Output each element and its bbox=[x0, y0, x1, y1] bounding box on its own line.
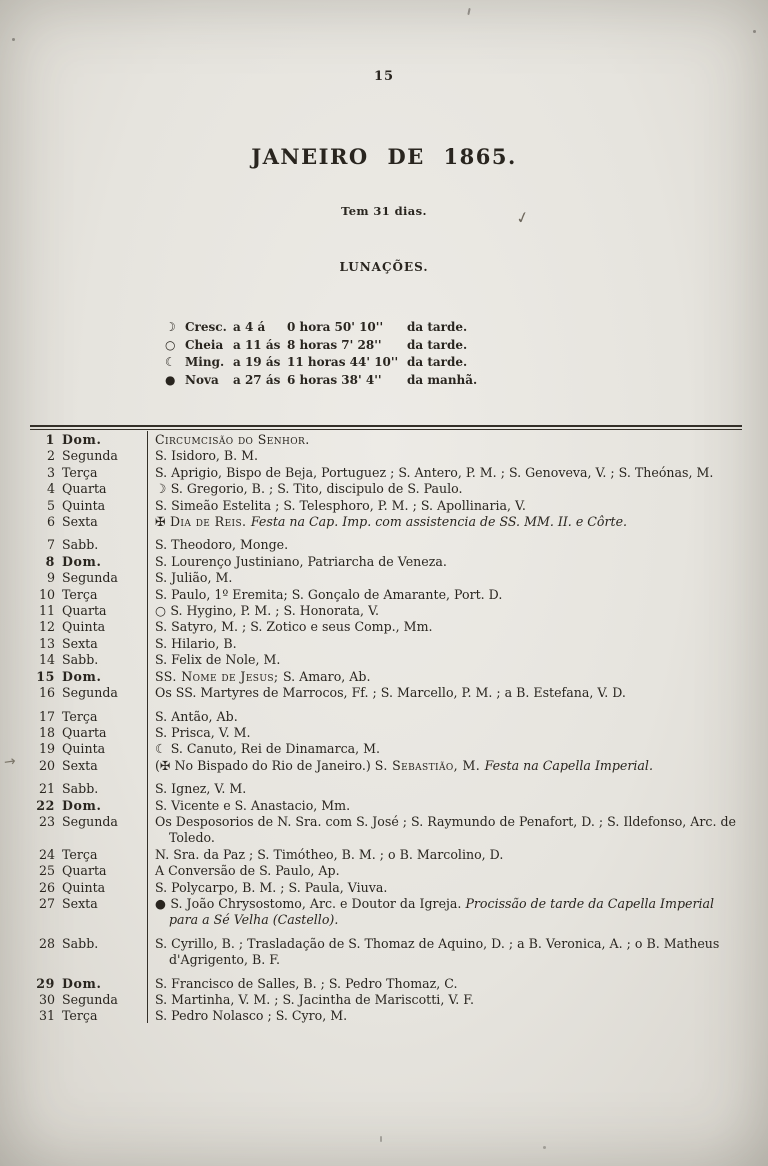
feast-text-segment: S. Theodoro, Monge. bbox=[155, 537, 289, 553]
weekday-label: Sexta bbox=[62, 757, 98, 773]
feast-entry bbox=[147, 992, 742, 1008]
table-vertical-rule bbox=[147, 431, 148, 1023]
feast-entry bbox=[147, 936, 742, 969]
calendar-row bbox=[30, 685, 742, 701]
calendar-row bbox=[30, 758, 742, 774]
feast-text-segment: S. Satyro, M. ; S. Zotico e seus Comp., Mm. bbox=[155, 619, 433, 635]
feast-entry bbox=[147, 465, 742, 481]
day-number: 6 bbox=[46, 514, 55, 530]
day-number: 11 bbox=[38, 603, 55, 619]
lunation-time: 8 horas 7' 28'' bbox=[287, 337, 382, 352]
feast-entry bbox=[147, 741, 742, 757]
moon-phase-icon: ● bbox=[165, 372, 176, 387]
weekday-label: Quinta bbox=[62, 879, 106, 895]
weekday-label: Segunda bbox=[62, 685, 118, 701]
lunation-day: a 19 ás bbox=[233, 355, 281, 369]
calendar-row bbox=[30, 603, 742, 619]
calendar-row bbox=[30, 936, 742, 969]
weekday-label: Terça bbox=[62, 1008, 98, 1024]
feast-entry bbox=[147, 880, 742, 896]
weekday-label: Sexta bbox=[62, 514, 98, 530]
feast-entry bbox=[147, 1008, 742, 1024]
feast-entry bbox=[147, 725, 742, 741]
day-number: 10 bbox=[38, 586, 55, 602]
calendar-row bbox=[30, 570, 742, 586]
feast-text-segment: S. Martinha, V. M. ; S. Jacintha de Mariscotti, V. F. bbox=[155, 992, 474, 1007]
lunation-day: a 4 á bbox=[233, 320, 266, 334]
moon-phase-icon: ○ bbox=[165, 337, 176, 352]
feast-text-segment: ☾ bbox=[155, 741, 171, 757]
feast-entry bbox=[147, 554, 742, 570]
feast-text-segment: SS. Nome de Jesus; bbox=[155, 668, 283, 684]
day-number: 2 bbox=[46, 448, 55, 464]
day-number: 3 bbox=[46, 464, 55, 480]
feast-text-segment: S. Hygino, P. M. ; S. Honorata, V. bbox=[170, 603, 379, 619]
feast-text-segment: S. Amaro, Ab. bbox=[282, 668, 371, 684]
feast-entry bbox=[147, 570, 742, 586]
lunation-period: da tarde. bbox=[407, 320, 468, 334]
weekday-label: Quinta bbox=[62, 497, 106, 513]
day-number: 8 bbox=[45, 553, 55, 569]
pencil-margin-mark: → bbox=[2, 753, 17, 771]
day-number: 18 bbox=[38, 724, 55, 740]
calendar-row bbox=[30, 976, 742, 992]
calendar-row bbox=[30, 498, 742, 514]
weekday-label: Sexta bbox=[62, 895, 98, 911]
feast-entry bbox=[147, 603, 742, 619]
calendar-row bbox=[30, 709, 742, 725]
day-number: 28 bbox=[38, 935, 55, 951]
day-number: 7 bbox=[46, 537, 55, 553]
weekday-label: Sexta bbox=[62, 635, 98, 651]
feast-text-segment: S. Gregorio, B. ; S. Tito, discipulo de S. Paulo. bbox=[170, 481, 463, 497]
feast-text-segment: S. João Chrysostomo, Arc. e Doutor da Igreja. bbox=[170, 895, 466, 911]
feast-text-segment: Os SS. Martyres de Marrocos, Ff. ; S. Marcello, P. M. ; a B. Estefana, V. D. bbox=[155, 685, 626, 701]
feast-entry bbox=[147, 652, 742, 668]
weekday-label: Segunda bbox=[62, 448, 118, 464]
day-number: 27 bbox=[38, 895, 55, 911]
day-number: 31 bbox=[38, 1008, 55, 1024]
feast-text-segment: S. Cyrillo, B. ; Trasladação de S. Thomaz de Aquino, D. ; a B. Veronica, A. ; o B. Matheus d'Agrigento, B. F. bbox=[155, 935, 720, 968]
lunation-phase-label: Cheia bbox=[185, 337, 224, 352]
page-number: 15 bbox=[373, 69, 395, 84]
feast-entry bbox=[147, 976, 742, 992]
weekday-label: Sabb. bbox=[62, 537, 99, 553]
lunation-phase-label: Cresc. bbox=[185, 320, 227, 334]
weekday-label: Quarta bbox=[62, 724, 107, 740]
day-number: 30 bbox=[38, 992, 55, 1007]
day-number: 20 bbox=[38, 757, 55, 773]
days-note: Tem 31 dias. bbox=[341, 204, 427, 218]
day-number: 1 bbox=[45, 432, 55, 447]
lunation-period: da tarde. bbox=[407, 355, 468, 369]
feast-entry bbox=[147, 481, 742, 497]
weekday-label: Quinta bbox=[62, 741, 106, 757]
feast-text-segment: S. Lourenço Justiniano, Patriarcha de Veneza. bbox=[155, 553, 447, 569]
day-number: 13 bbox=[38, 635, 55, 651]
lunation-time: 11 horas 44' 10'' bbox=[287, 355, 399, 369]
pencil-checkmark: ✓ bbox=[513, 206, 532, 229]
feast-entry bbox=[147, 685, 742, 701]
feast-text-segment: S. Hilario, B. bbox=[155, 635, 237, 651]
lunation-row bbox=[165, 319, 768, 337]
feast-text-segment: S. Antão, Ab. bbox=[155, 708, 238, 724]
feast-text-segment: N. Sra. da Paz ; S. Timótheo, B. M. ; o B. Marcolino, D. bbox=[155, 846, 504, 862]
day-number: 16 bbox=[38, 685, 55, 701]
calendar-row bbox=[30, 847, 742, 863]
feast-text-segment: S. Julião, M. bbox=[155, 570, 233, 586]
feast-text-segment: S. Prisca, V. M. bbox=[155, 724, 251, 740]
feast-text-segment: Procissão de tarde da Capella Imperial para a Sé Velha (Castello). bbox=[169, 895, 715, 928]
calendar-row bbox=[30, 798, 742, 814]
feast-text-segment: S. Paulo, 1º Eremita; S. Gonçalo de Amarante, Port. D. bbox=[155, 586, 503, 602]
day-number: 17 bbox=[38, 708, 55, 724]
lunation-row bbox=[165, 372, 768, 390]
scan-artifact bbox=[12, 38, 15, 41]
lunation-day: a 11 ás bbox=[233, 337, 281, 352]
moon-phase-icon: ☾ bbox=[165, 355, 176, 369]
weekday-label: Segunda bbox=[62, 570, 118, 586]
calendar-row bbox=[30, 619, 742, 635]
feast-entry bbox=[147, 758, 742, 774]
feast-entry bbox=[147, 709, 742, 725]
feast-text-segment: Festa na Capella Imperial. bbox=[484, 757, 653, 773]
weekday-label: Terça bbox=[62, 846, 98, 862]
lunation-day: a 27 ás bbox=[233, 372, 281, 387]
day-number: 9 bbox=[46, 570, 55, 586]
lunation-phase-label: Ming. bbox=[185, 355, 225, 369]
feast-text-segment: S. Francisco de Salles, B. ; S. Pedro Thomaz, C. bbox=[155, 975, 458, 991]
feast-text-segment: ● bbox=[155, 895, 171, 911]
calendar-row bbox=[30, 587, 742, 603]
day-number: 26 bbox=[38, 879, 55, 895]
feast-entry bbox=[147, 781, 742, 797]
day-number: 4 bbox=[46, 481, 55, 497]
weekday-label: Segunda bbox=[62, 992, 118, 1007]
weekday-label: Sabb. bbox=[62, 652, 99, 668]
calendar-row bbox=[30, 863, 742, 879]
feast-text-segment: (✠ No Bispado do Rio de Janeiro.) bbox=[155, 757, 375, 773]
calendar-row bbox=[30, 741, 742, 757]
lunations-heading: LUNAÇÕES. bbox=[339, 260, 429, 274]
calendar-row bbox=[30, 781, 742, 797]
scan-artifact bbox=[380, 1136, 382, 1142]
calendar-row bbox=[30, 481, 742, 497]
weekday-label: Dom. bbox=[62, 432, 102, 447]
weekday-label: Sabb. bbox=[62, 781, 99, 797]
feast-text-segment: ☽ bbox=[155, 481, 171, 497]
weekday-label: Terça bbox=[62, 464, 98, 480]
table-top-rule bbox=[30, 425, 742, 430]
day-number: 23 bbox=[38, 813, 55, 829]
calendar-row bbox=[30, 554, 742, 570]
feast-entry bbox=[147, 587, 742, 603]
feast-entry bbox=[147, 669, 742, 685]
calendar-row bbox=[30, 1008, 742, 1024]
feast-text-segment: Dia de Reis. bbox=[169, 514, 251, 530]
weekday-label: Quarta bbox=[62, 863, 107, 879]
day-number: 14 bbox=[38, 652, 55, 668]
calendar-row bbox=[30, 992, 742, 1008]
calendar-table bbox=[30, 425, 742, 1025]
feast-entry bbox=[147, 798, 742, 814]
day-number: 19 bbox=[38, 741, 55, 757]
feast-entry bbox=[147, 432, 742, 448]
moon-phase-icon: ☽ bbox=[165, 320, 176, 334]
day-number: 25 bbox=[38, 863, 55, 879]
page-title: JANEIRO DE 1865. bbox=[251, 144, 517, 169]
day-number: 21 bbox=[38, 781, 55, 797]
calendar-row bbox=[30, 652, 742, 668]
calendar-rows bbox=[30, 432, 742, 1025]
feast-text-segment: S. Felix de Nole, M. bbox=[155, 652, 281, 668]
scan-artifact bbox=[753, 30, 756, 33]
weekday-label: Quarta bbox=[62, 481, 107, 497]
calendar-row bbox=[30, 636, 742, 652]
calendar-row bbox=[30, 896, 742, 929]
scan-artifact bbox=[467, 8, 470, 15]
feast-entry bbox=[147, 847, 742, 863]
feast-entry bbox=[147, 514, 742, 530]
lunation-period: da tarde. bbox=[407, 337, 468, 352]
feast-entry bbox=[147, 814, 742, 847]
lunation-row bbox=[165, 354, 768, 372]
calendar-row bbox=[30, 725, 742, 741]
weekday-label: Dom. bbox=[62, 553, 102, 569]
calendar-row bbox=[30, 537, 742, 553]
lunation-phase-label: Nova bbox=[185, 372, 219, 387]
calendar-row bbox=[30, 514, 742, 530]
feast-text-segment: ✠ bbox=[155, 514, 170, 530]
calendar-row bbox=[30, 432, 742, 448]
calendar-row bbox=[30, 669, 742, 685]
feast-entry bbox=[147, 448, 742, 464]
feast-text-segment: S. Ignez, V. M. bbox=[155, 781, 247, 797]
weekday-label: Terça bbox=[62, 708, 98, 724]
weekday-label: Dom. bbox=[62, 797, 102, 813]
feast-text-segment: S. Polycarpo, B. M. ; S. Paula, Viuva. bbox=[155, 879, 388, 895]
feast-text-segment: S. Simeão Estelita ; S. Telesphoro, P. M. ; S. Apollinaria, V. bbox=[155, 497, 526, 513]
feast-text-segment: Os Desposorios de N. Sra. com S. José ; S. Raymundo de Penafort, D. ; S. Ildefonso, Arc. de Toledo. bbox=[155, 813, 736, 846]
weekday-label: Quarta bbox=[62, 603, 107, 619]
lunations-list bbox=[165, 319, 768, 389]
weekday-label: Dom. bbox=[62, 975, 102, 991]
feast-entry bbox=[147, 636, 742, 652]
weekday-label: Terça bbox=[62, 586, 98, 602]
lunation-row bbox=[165, 337, 768, 355]
feast-text-segment: S. Sebastião, M. bbox=[374, 757, 485, 773]
day-number: 15 bbox=[36, 668, 55, 684]
weekday-label: Sabb. bbox=[62, 935, 99, 951]
calendar-row bbox=[30, 814, 742, 847]
lunation-period: da manhã. bbox=[407, 372, 478, 387]
feast-entry bbox=[147, 863, 742, 879]
feast-entry bbox=[147, 619, 742, 635]
feast-entry bbox=[147, 498, 742, 514]
day-number: 24 bbox=[38, 846, 55, 862]
feast-text-segment: ○ bbox=[155, 603, 171, 619]
weekday-label: Dom. bbox=[62, 668, 102, 684]
day-number: 22 bbox=[36, 797, 55, 813]
feast-text-segment: S. Pedro Nolasco ; S. Cyro, M. bbox=[155, 1008, 348, 1024]
feast-entry bbox=[147, 537, 742, 553]
day-number: 29 bbox=[36, 975, 55, 991]
calendar-row bbox=[30, 880, 742, 896]
lunation-time: 0 hora 50' 10'' bbox=[287, 320, 384, 334]
feast-text-segment: S. Aprigio, Bispo de Beja, Portuguez ; S. Antero, P. M. ; S. Genoveva, V. ; S. Theónas, M. bbox=[155, 464, 714, 480]
feast-entry bbox=[147, 896, 742, 929]
lunation-time: 6 horas 38' 4'' bbox=[287, 372, 382, 387]
calendar-row bbox=[30, 448, 742, 464]
feast-text-segment: S. Isidoro, B. M. bbox=[155, 448, 259, 464]
feast-text-segment: S. Canuto, Rei de Dinamarca, M. bbox=[170, 741, 381, 757]
feast-text-segment: Festa na Cap. Imp. com assistencia de SS. MM. II. e Côrte. bbox=[250, 514, 628, 530]
feast-text-segment: S. Vicente e S. Anastacio, Mm. bbox=[155, 797, 351, 813]
scan-artifact bbox=[543, 1146, 546, 1149]
day-number: 5 bbox=[46, 497, 55, 513]
day-number: 12 bbox=[38, 619, 55, 635]
weekday-label: Quinta bbox=[62, 619, 106, 635]
feast-text-segment: A Conversão de S. Paulo, Ap. bbox=[155, 863, 340, 879]
feast-text-segment: Circumcisão do Senhor. bbox=[155, 432, 310, 447]
calendar-row bbox=[30, 465, 742, 481]
weekday-label: Segunda bbox=[62, 813, 118, 829]
